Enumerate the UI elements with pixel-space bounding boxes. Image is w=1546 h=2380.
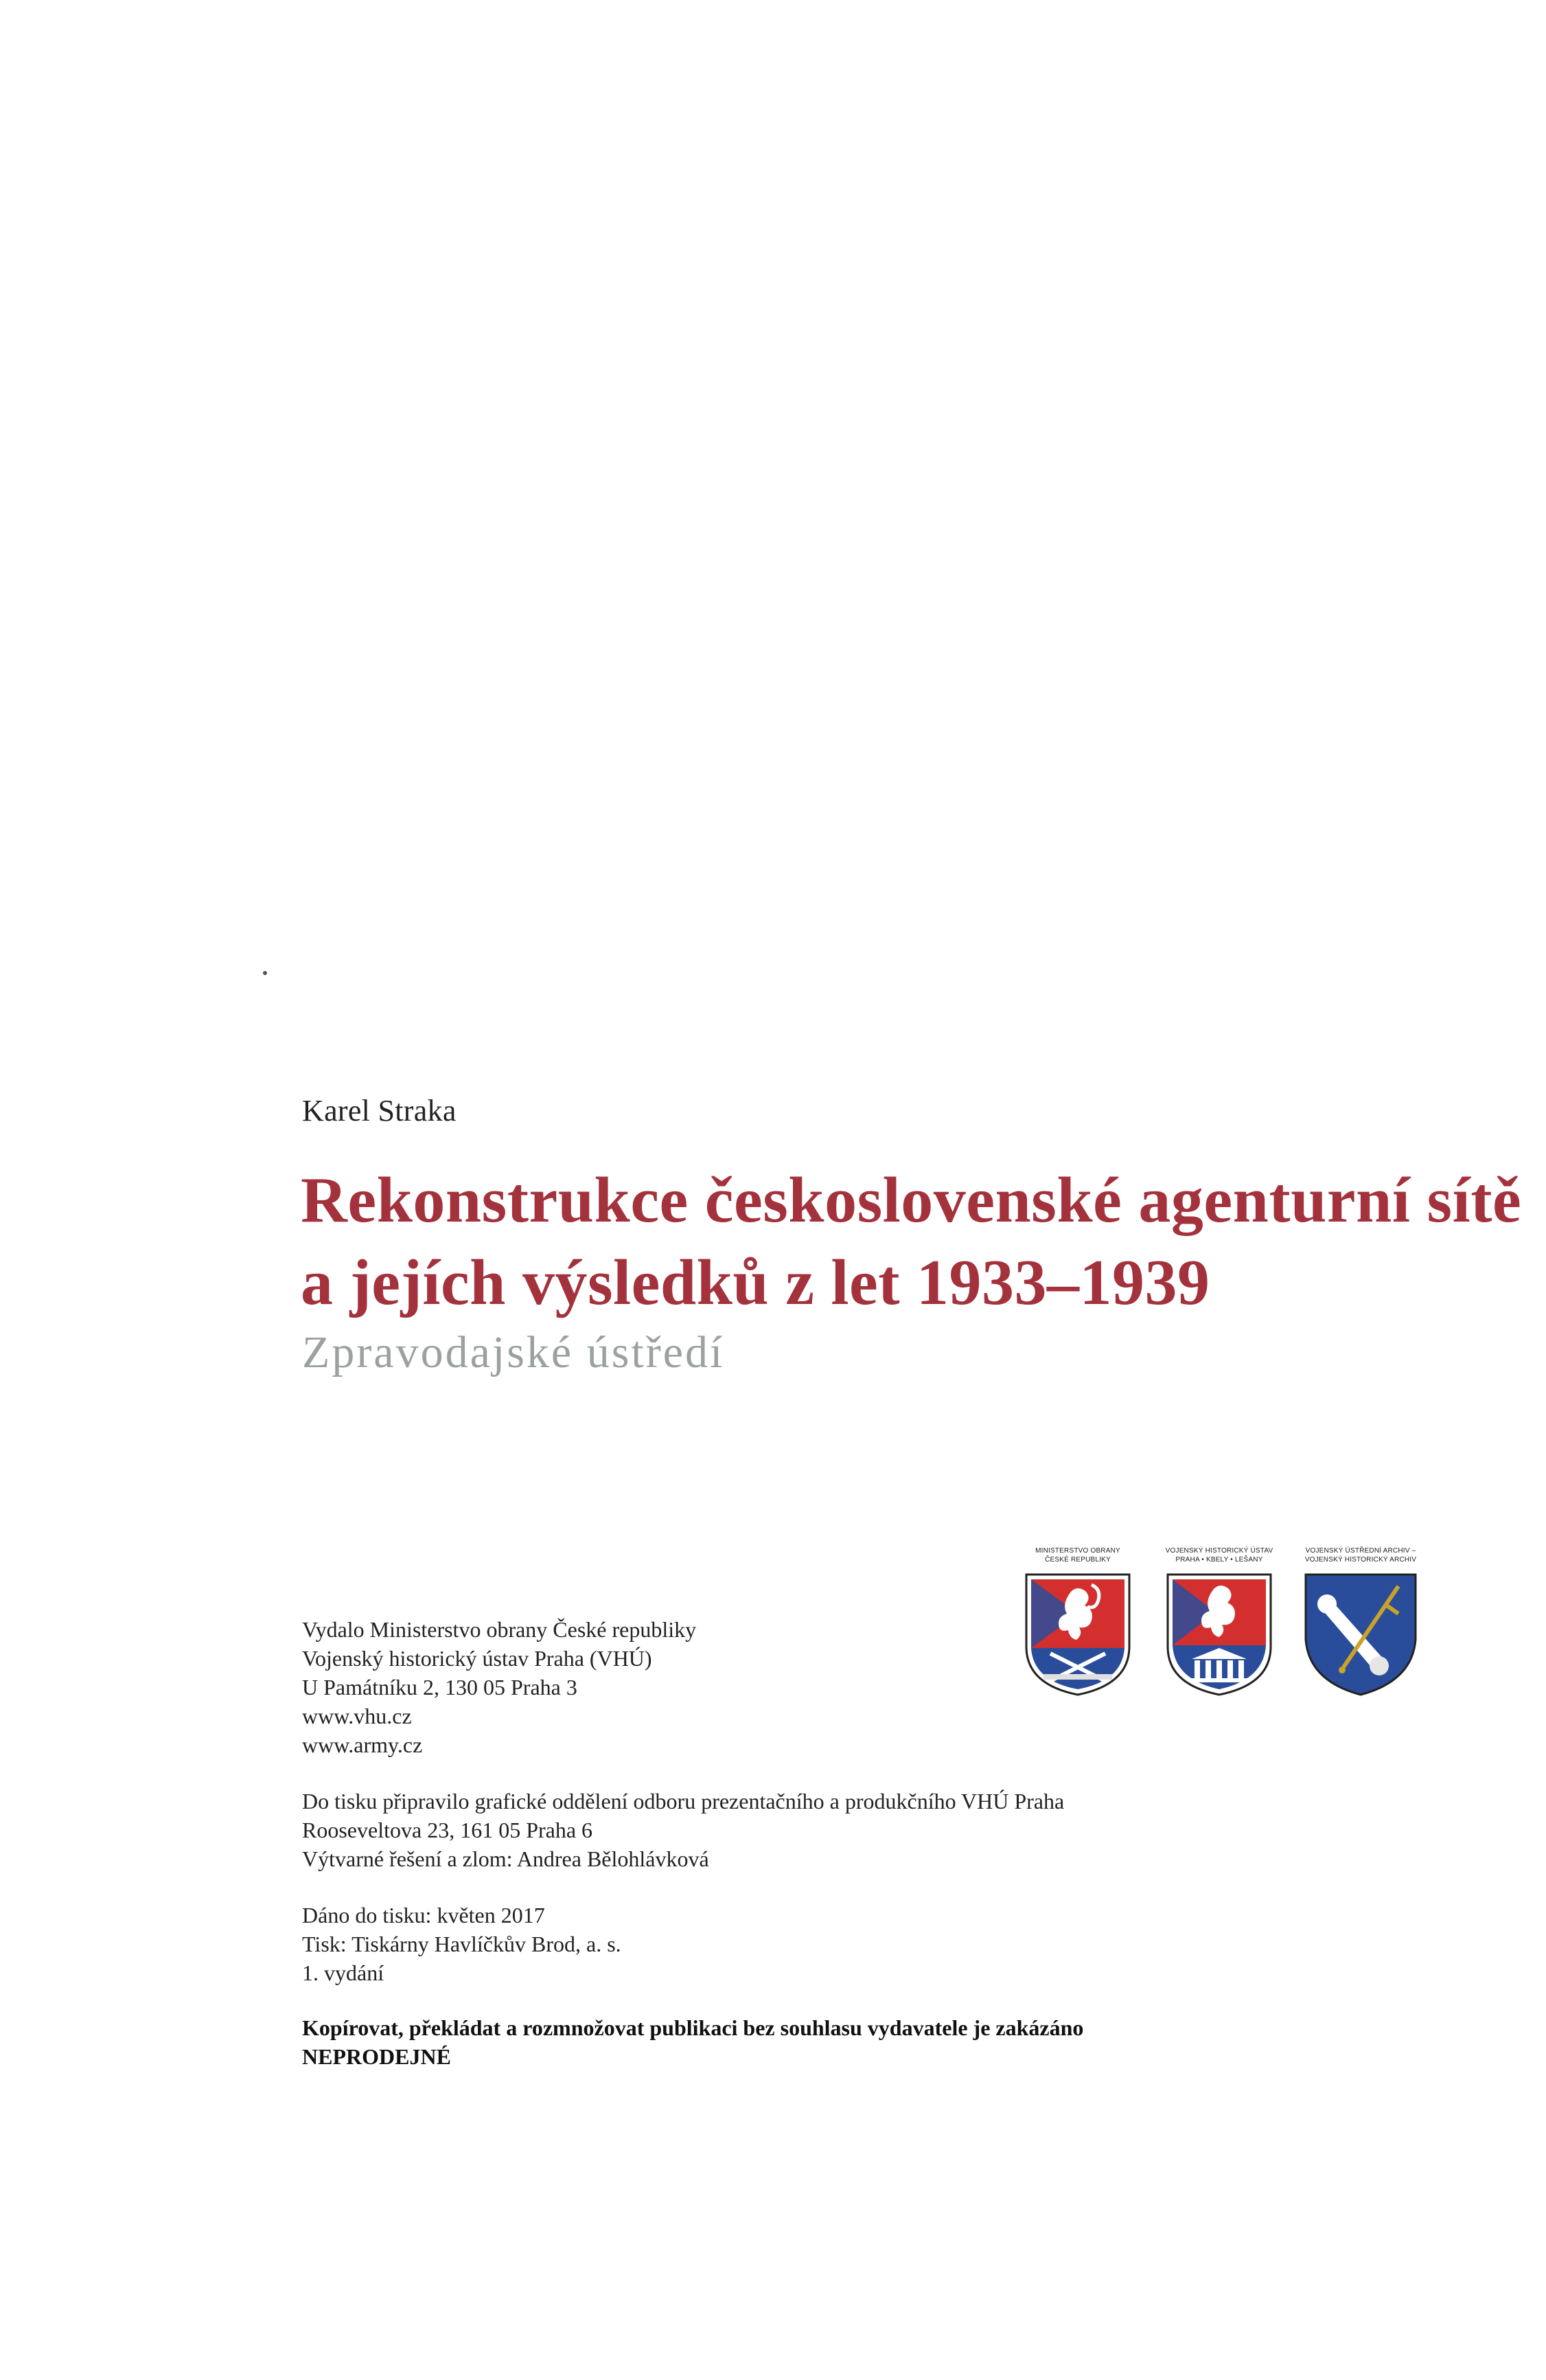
book-title: [301, 1159, 1522, 1324]
author-name: Karel Straka: [302, 1094, 457, 1128]
print-date-block: [302, 1901, 621, 1987]
copyright-notice: [302, 2013, 1083, 2071]
vhu-shield-icon: [1164, 1571, 1274, 1698]
publisher-block: [302, 1615, 696, 1759]
emblem-military-history-institute: [1151, 1546, 1288, 1698]
not-for-sale-label: NEPRODEJNÉ: [302, 2044, 451, 2069]
publisher-website-army: www.army.cz: [302, 1732, 423, 1757]
publisher-website-vhu: www.vhu.cz: [302, 1704, 412, 1728]
print-prep-design: Výtvarné řešení a zlom: Andrea Bělohlávková: [302, 1846, 709, 1871]
print-date: Dáno do tisku: květen 2017: [302, 1903, 545, 1927]
copyright-notice-line: Kopírovat, překládat a rozmnožovat publikaci bez souhlasu vydavatele je zakázáno: [302, 2015, 1084, 2040]
print-prep-line: Do tisku připravilo grafické oddělení odboru prezentačního a produkčního VHÚ Praha: [302, 1789, 1065, 1813]
mod-cz-shield-icon: [1023, 1571, 1133, 1698]
print-preparation-block: [302, 1787, 1064, 1873]
emblem-caption: VOJENSKÝ HISTORICKÝ ÚSTAV PRAHA • KBELY • LEŠANY: [1165, 1547, 1273, 1564]
publisher-line: Vydalo Ministerstvo obrany České republiky: [302, 1617, 697, 1642]
printer-name: Tisk: Tiskárny Havlíčkův Brod, a. s.: [302, 1932, 621, 1956]
vua-shield-icon: [1302, 1571, 1419, 1698]
publisher-address: U Památníku 2, 130 05 Praha 3: [302, 1675, 577, 1700]
book-title-line-1: Rekonstrukce československé agenturní sítě: [301, 1165, 1522, 1236]
edition: 1. vydání: [302, 1960, 384, 1985]
emblem-caption: MINISTERSTVO OBRANY ČESKÉ REPUBLIKY: [1035, 1547, 1120, 1564]
dust-speck: [263, 971, 267, 975]
emblem-row: [1009, 1546, 1435, 1739]
emblem-central-military-archive: [1292, 1546, 1429, 1698]
book-subtitle: Zpravodajské ústředí: [302, 1327, 725, 1377]
emblem-caption: VOJENSKÝ ÚSTŘEDNÍ ARCHIV – VOJENSKÝ HISTORICKÝ ARCHIV: [1304, 1547, 1417, 1564]
book-title-line-2: a jejích výsledků z let 1933–1939: [301, 1247, 1210, 1318]
publisher-line: Vojenský historický ústav Praha (VHÚ): [302, 1646, 652, 1671]
emblem-ministry-of-defence: [1009, 1546, 1146, 1698]
print-prep-address: Rooseveltova 23, 161 05 Praha 6: [302, 1818, 593, 1842]
